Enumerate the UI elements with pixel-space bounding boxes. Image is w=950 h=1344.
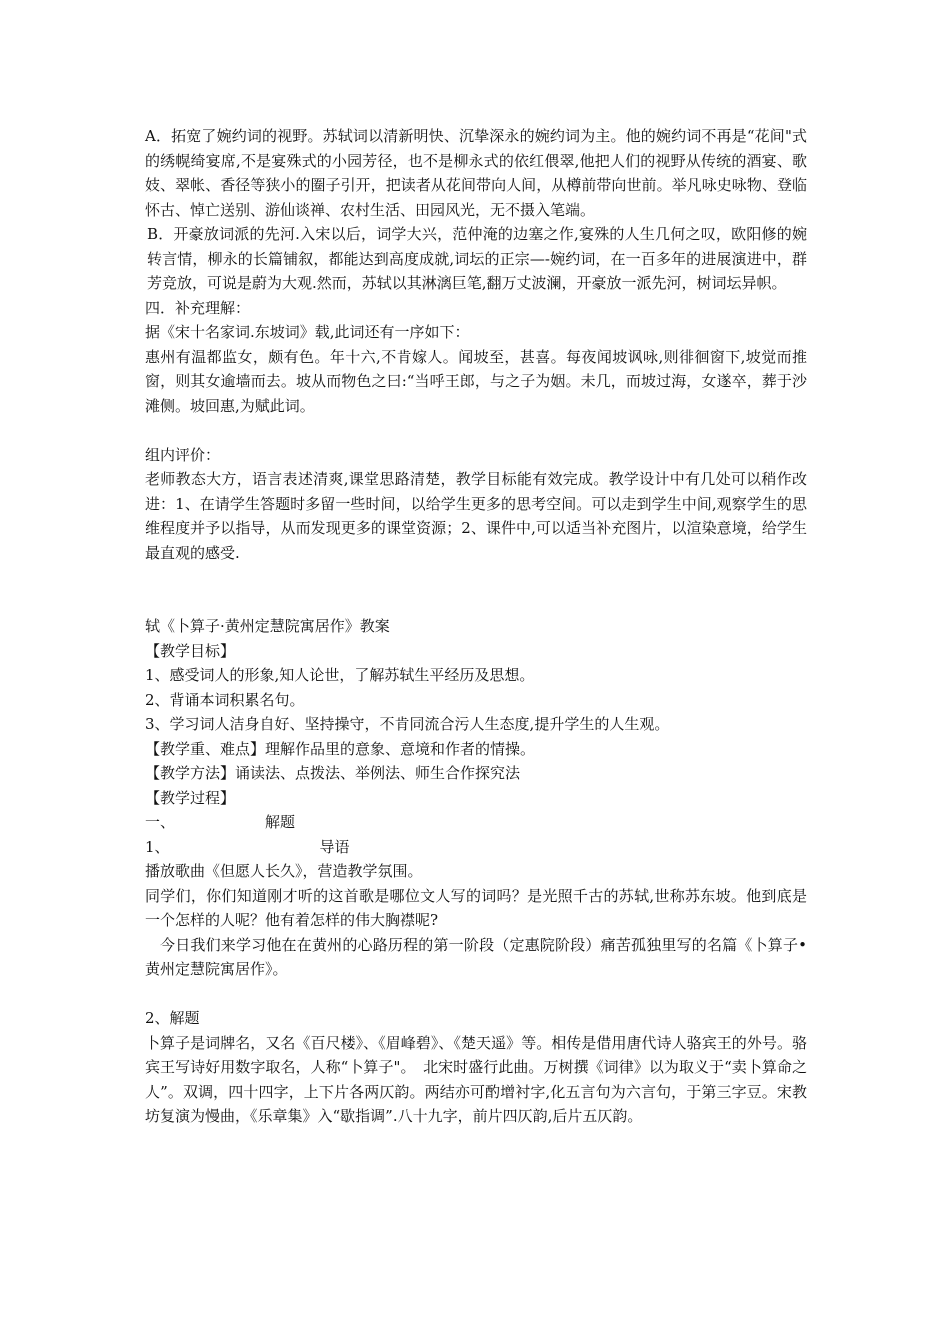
supplement-heading: 四．补充理解：	[145, 298, 251, 317]
section-b-paragraph: B．开豪放词派的先河.入宋以后，词学大兴，范仲淹的边塞之作,宴殊的人生几何之叹，欧阳修的婉转言情，柳永的长篇铺叙，都能达到高度成就,词坛的正宗—-婉约词，在一百多年的进展演进中，群芳竞放，可说是蔚为大观.然而，苏轼以其淋漓巨笔,翻万丈波澜，开豪放一派先河，树词坛异帜。	[147, 225, 807, 292]
spacer	[145, 418, 807, 443]
intro-today: 今日我们来学习他在在黄州的心路历程的第一阶段（定惠院阶段）痛苦孤独里写的名篇《卜算子•黄州定慧院寓居作》。	[145, 935, 807, 978]
key-points: 【教学重、难点】理解作品里的意象、意境和作者的情操。	[145, 739, 536, 758]
objective-item: 1、感受词人的形象,知人论世，了解苏轼生平经历及思想。	[145, 666, 535, 684]
step-1-row	[145, 835, 807, 860]
teaching-methods: 【教学方法】诵读法、点拨法、举例法、师生合作探究法	[145, 764, 521, 782]
objective-item: 2、背诵本词积累名句。	[145, 690, 305, 709]
lesson-title: 轼《卜算子·黄州定慧院寓居作》教案	[145, 617, 390, 635]
section-a-paragraph: A．拓宽了婉约词的视野。苏轼词以清新明快、沉挚深永的婉约词为主。他的婉约词不再是“花间"式的绣幌绮宴席,不是宴殊式的小园芳径，也不是柳永式的依红偎翠,他把人们的视野从传统的酒宴、歌妓、翠帐、香径等狭小的圈子引开，把读者从花间带向人间，从樽前带向世前。举凡咏史咏物、登临怀古、悼亡送别、游仙谈禅、农村生活、田园风光，无不摄入笔端。	[145, 127, 807, 219]
step-one-row	[145, 810, 807, 835]
supplement-intro: 据《宋十名家词.东坡词》载,此词还有一序如下：	[145, 323, 470, 341]
intro-song: 播放歌曲《但愿人长久》，营造教学氛围。	[145, 862, 423, 880]
step-2-heading: 2、解题	[145, 1009, 200, 1027]
spacer	[145, 982, 807, 1007]
step-1-number: 1、	[145, 837, 170, 856]
objective-item: 3、学习词人洁身自好、坚持操守，不肯同流合污人生态度,提升学生的人生观。	[145, 715, 670, 733]
review-heading: 组内评价：	[145, 445, 221, 464]
objectives-heading: 【教学目标】	[145, 641, 236, 660]
process-heading: 【教学过程】	[145, 788, 236, 807]
supplement-text: 惠州有温都监女，颇有色。年十六,不肯嫁人。闻坡至，甚喜。每夜闻坡讽咏,则徘徊窗下,坡觉而推窗，则其女逾墙而去。坡从而物色之曰:“当呼王郎，与之子为姻。未几，而坡过海，女遂卒，葬于沙滩侧。坡回惠,为赋此词。	[145, 347, 807, 415]
document-page	[145, 124, 807, 1129]
intro-question: 同学们，你们知道刚才听的这首歌是哪位文人写的词吗？是光照千古的苏轼,世称苏东坡。他到底是一个怎样的人呢？他有着怎样的伟大胸襟呢?	[145, 886, 807, 929]
step-one-number: 一、	[145, 813, 176, 831]
review-text: 老师教态大方，语言表述清爽,课堂思路清楚，教学目标能有效完成。教学设计中有几处可以稍作改进：1、在请学生答题时多留一些时间，以给学生更多的思考空间。可以走到学生中间,观察学生的思维程度并予以指导，从而发现更多的课堂资源；2、课件中,可以适当补充图片，以渲染意境，给学生最直观的感受.	[145, 470, 807, 562]
step-1-label: 导语	[319, 837, 350, 856]
step-one-label: 解题	[265, 813, 296, 831]
spacer	[145, 565, 807, 614]
step-2-text: 卜算子是词牌名，又名《百尺楼》、《眉峰碧》、《楚天遥》等。相传是借用唐代诗人骆宾王的外号。骆宾王写诗好用数字取名，人称“卜算子"。 北宋时盛行此曲。万树撰《词律》以为取义于“卖卜算命之人”。双调，四十四字，上下片各两仄韵。两结亦可酌增衬字,化五言句为六言句，于第三字豆。宋教坊复演为慢曲，《乐章集》入“歇指调”.八十九字，前片四仄韵,后片五仄韵。	[145, 1033, 807, 1125]
